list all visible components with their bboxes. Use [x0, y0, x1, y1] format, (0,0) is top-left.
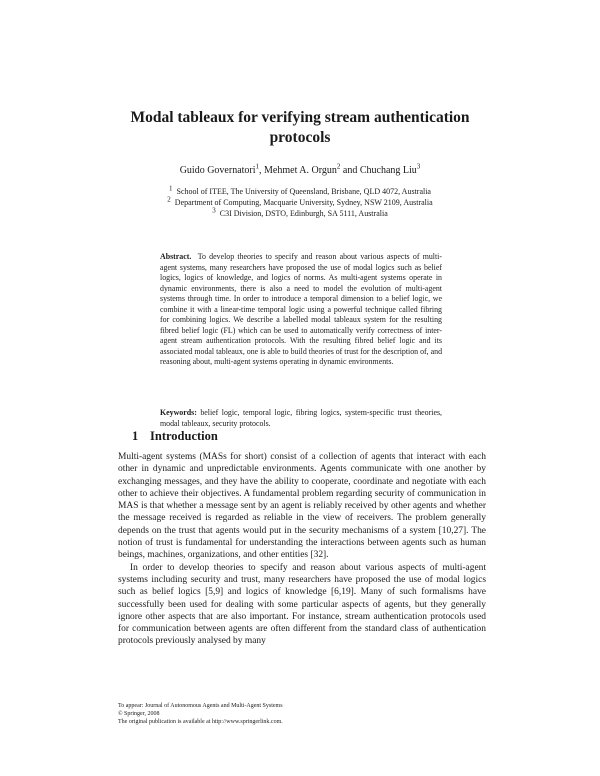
keywords: [160, 408, 442, 429]
author-name: Guido Governatori: [179, 165, 256, 176]
paragraph: Multi-agent systems (MASs for short) consist of a collection of agents that interact with each other in dynamic and unpredictable environments. Agents communicate with one another by exchanging messages, and they have the ability to cooperate, coordinate and negotiate with each other to achieve their objectives. A fundamental problem regarding security of communication in MAS is that whether a message sent by an agent is reliably received by other agents and whether the message received is regarded as reliable in the view of receivers. The problem generally depends on the trust that agents would put in the security mechanisms of a system [10,27]. The notion of trust is fundamental for understanding the interactions between agents such as human beings, machines, organizations, and other entities [32].: [118, 452, 486, 561]
keywords-label: Keywords:: [160, 408, 197, 417]
author-line: [100, 164, 500, 177]
author-separator: ,: [259, 165, 265, 176]
author-name: Chuchang Liu: [359, 165, 417, 176]
author-mark: 3: [416, 162, 421, 171]
section-number: 1: [132, 429, 139, 443]
abstract-text: To develop theories to specify and reason about various aspects of multi-agent systems, many researchers have proposed the use of modal logics such as belief logics, logics of knowledge, and logics of norms. As multi-agent systems operate in dynamic environments, there is also a need to model the evolution of multi-agent systems through time. In order to introduce a temporal dimension to a belief logic, we combine it with a linear-time temporal logic using a powerful technique called fibring for combining logics. We describe a labelled modal tableaux system for the resulting fibred belief logic (FL) which can be used to automatically verify correctness of inter-agent stream authentication protocols. With the resulting fibred belief logic and its associated modal tableaux, one is able to build theories of trust for the description of, and reasoning about, multi-agent systems operating in dynamic environments.: [160, 252, 443, 367]
paragraph: In order to develop theories to specify and reason about various aspects of multi-agent systems including security and trust, many researchers have proposed the use of modal logics such as belief logics [5,9] and logics of knowledge [6,19]. Many of such formalisms have successfully been used for dealing with some particular aspects of agents, but they generally ignore other aspects that are also important. For instance, stream authentication protocols used for communication between agents are often different from the standard class of authentication protocols previously analysed by many: [118, 562, 486, 647]
affiliation-text: School of ITEE, The University of Queensland, Brisbane, QLD 4072, Australia: [176, 187, 431, 196]
affiliation-mark: 2: [167, 195, 171, 204]
affiliation-mark: 1: [169, 184, 173, 193]
affiliation: [100, 197, 500, 208]
author-separator: and: [340, 165, 360, 176]
footnote-line: To appear: Journal of Autonomous Agents and Multi-Agent Systems: [118, 703, 283, 709]
paper-title: Modal tableaux for verifying stream authentication protocols: [130, 109, 470, 146]
abstract: [160, 252, 442, 368]
keywords-text: belief logic, temporal logic, fibring logics, system-specific trust theories, modal tableaux, security protocols.: [160, 408, 442, 428]
affiliation-mark: 3: [212, 206, 216, 215]
author-mark: 1: [255, 162, 260, 171]
body-text: [118, 451, 486, 648]
affiliations: [100, 186, 500, 219]
abstract-label: Abstract.: [160, 252, 192, 261]
author-name: Mehmet A. Orgun: [264, 165, 337, 176]
author-mark: 2: [336, 162, 341, 171]
footnote-line: © Springer, 2008: [118, 711, 160, 717]
section-heading: [132, 428, 472, 444]
affiliation: [100, 208, 500, 219]
affiliation: [100, 186, 500, 197]
section-title: Introduction: [150, 429, 218, 443]
affiliation-text: Department of Computing, Macquarie University, Sydney, NSW 2109, Australia: [174, 198, 433, 207]
footnote: [118, 702, 478, 726]
footnote-line: The original publication is available at http://www.springerlink.com.: [118, 719, 283, 725]
affiliation-text: C3I Division, DSTO, Edinburgh, SA 5111, Australia: [219, 209, 388, 218]
